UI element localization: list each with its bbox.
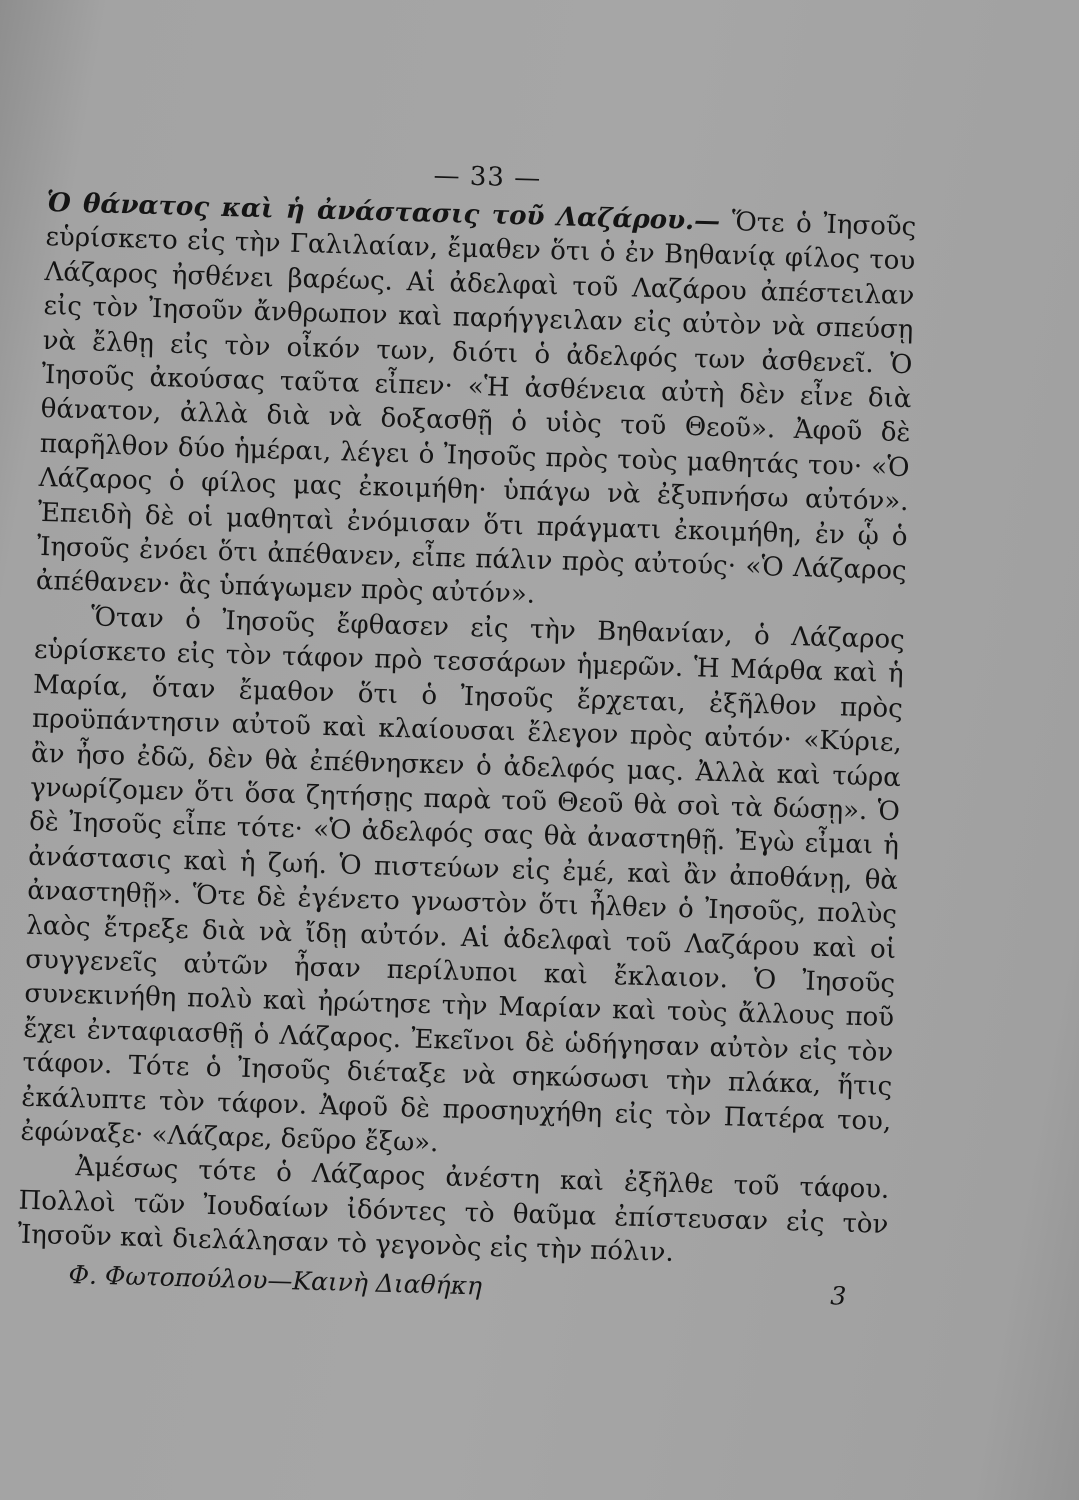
paragraph-1-text: Ὅτε ὁ Ἰησοῦς εὑρίσκετο εἰς τὴν Γαλιλαίαν, ἔμαθεν ὅτι ὁ ἐν Βηθανίᾳ φίλος του Λάζαρος ἠσθένει βαρέως. Αἱ ἀδελφαὶ τοῦ Λαζάρου ἀπέστειλαν εἰς τὸν Ἰησοῦν ἄνθρωπον καὶ παρήγγειλαν εἰς αὐτὸν νὰ σπεύσῃ νὰ ἔλθῃ εἰς τὸν οἶκόν των, διότι ὁ ἀδελφός των ἀσθενεῖ. Ὁ Ἰησοῦς ἀκούσας ταῦτα εἶπεν· «Ἡ ἀσθένεια αὐτὴ δὲν εἶνε διὰ θάνατον, ἀλλὰ διὰ νὰ δοξασθῇ ὁ υἱὸς τοῦ Θεοῦ». Ἀφοῦ δὲ παρῆλθον δύο ἡμέραι, λέγει ὁ Ἰησοῦς πρὸς τοὺς μαθητάς του· «Ὁ Λάζαρος ὁ φίλος μας ἐκοιμήθη· ὑπάγω νὰ ἐξυπνήσω αὐτόν». Ἐπειδὴ δὲ οἱ μαθηταὶ ἐνόμισαν ὅτι πράγματι ἐκοιμήθη, ἐν ᾧ ὁ Ἰησοῦς ἐνόει ὅτι ἀπέθανεν, εἶπε πάλιν πρὸς αὐτούς· «Ὁ Λάζαρος ἀπέθανεν· ἂς ὑπάγωμεν πρὸς αὐτόν». [35, 207, 917, 611]
paragraph-1 [35, 186, 916, 623]
paragraph-3: Ἀμέσως τότε ὁ Λάζαρος ἀνέστη καὶ ἐξῆλθε τοῦ τάφου. Πολλοὶ τῶν Ἰουδαίων ἰδόντες τὸ θαῦμα ἐπίστευσαν εἰς τὸν Ἰησοῦν καὶ διελάλησαν τὸ γεγονὸς εἰς τὴν πόλιν. [17, 1152, 890, 1269]
signature-mark: 3 [830, 1280, 847, 1311]
footer-signature: Φ. Φωτοπούλου—Καινὴ Διαθήκη [68, 1259, 483, 1301]
paragraph-2: Ὅταν ὁ Ἰησοῦς ἔφθασεν εἰς τὴν Βηθανίαν, ὁ Λάζαρος εὑρίσκετο εἰς τὸν τάφον πρὸ τεσσάρων ἡμερῶν. Ἡ Μάρθα καὶ ἡ Μαρία, ὅταν ἔμαθον ὅτι ὁ Ἰησοῦς ἔρχεται, ἐξῆλθον πρὸς προϋπάντησιν αὐτοῦ καὶ κλαίουσαι ἔλεγον πρὸς αὐτόν· «Κύριε, ἂν ἦσο ἐδῶ, δὲν θὰ ἐπέθνησκεν ὁ ἀδελφός μας. Ἀλλὰ καὶ τώρα γνωρίζομεν ὅτι ὅσα ζητήσῃς παρὰ τοῦ Θεοῦ θὰ σοὶ τὰ δώσῃ». Ὁ δὲ Ἰησοῦς εἶπε τότε· «Ὁ ἀδελφός σας θὰ ἀναστηθῇ. Ἐγὼ εἶμαι ἡ ἀνάστασις καὶ ἡ ζωή. Ὁ πιστεύων εἰς ἐμέ, καὶ ἂν ἀποθάνῃ, θὰ ἀναστηθῇ». Ὅτε δὲ ἐγένετο γνωστὸν ὅτι ἦλθεν ὁ Ἰησοῦς, πολὺς λαὸς ἔτρεξε διὰ νὰ ἴδῃ αὐτόν. Αἱ ἀδελφαὶ τοῦ Λαζάρου καὶ οἱ συγγενεῖς αὐτῶν ἦσαν περίλυποι καὶ ἔκλαιον. Ὁ Ἰησοῦς συνεκινήθη πολὺ καὶ ἠρώτησε τὴν Μαρίαν καὶ τοὺς ἄλλους ποῦ ἔχει ἐνταφιασθῇ ὁ Λάζαρος. Ἐκεῖνοι δὲ ὡδήγησαν αὐτὸν εἰς τὸν τάφον. Τότε ὁ Ἰησοῦς διέταξε νὰ σηκώσωσι τὴν πλάκα, ἥτις ἐκάλυπτε τὸν τάφον. Ἀφοῦ δὲ προσηυχήθη εἰς τὸν Πατέρα του, ἐφώναξε· «Λάζαρε, δεῦρο ἔξω». [20, 602, 906, 1159]
section-title: Ὁ θάνατος καὶ ἡ ἀνάστασις τοῦ Λαζάρου.— [46, 187, 721, 237]
page-number: — 33 — [433, 160, 542, 194]
page-content [16, 150, 917, 1311]
